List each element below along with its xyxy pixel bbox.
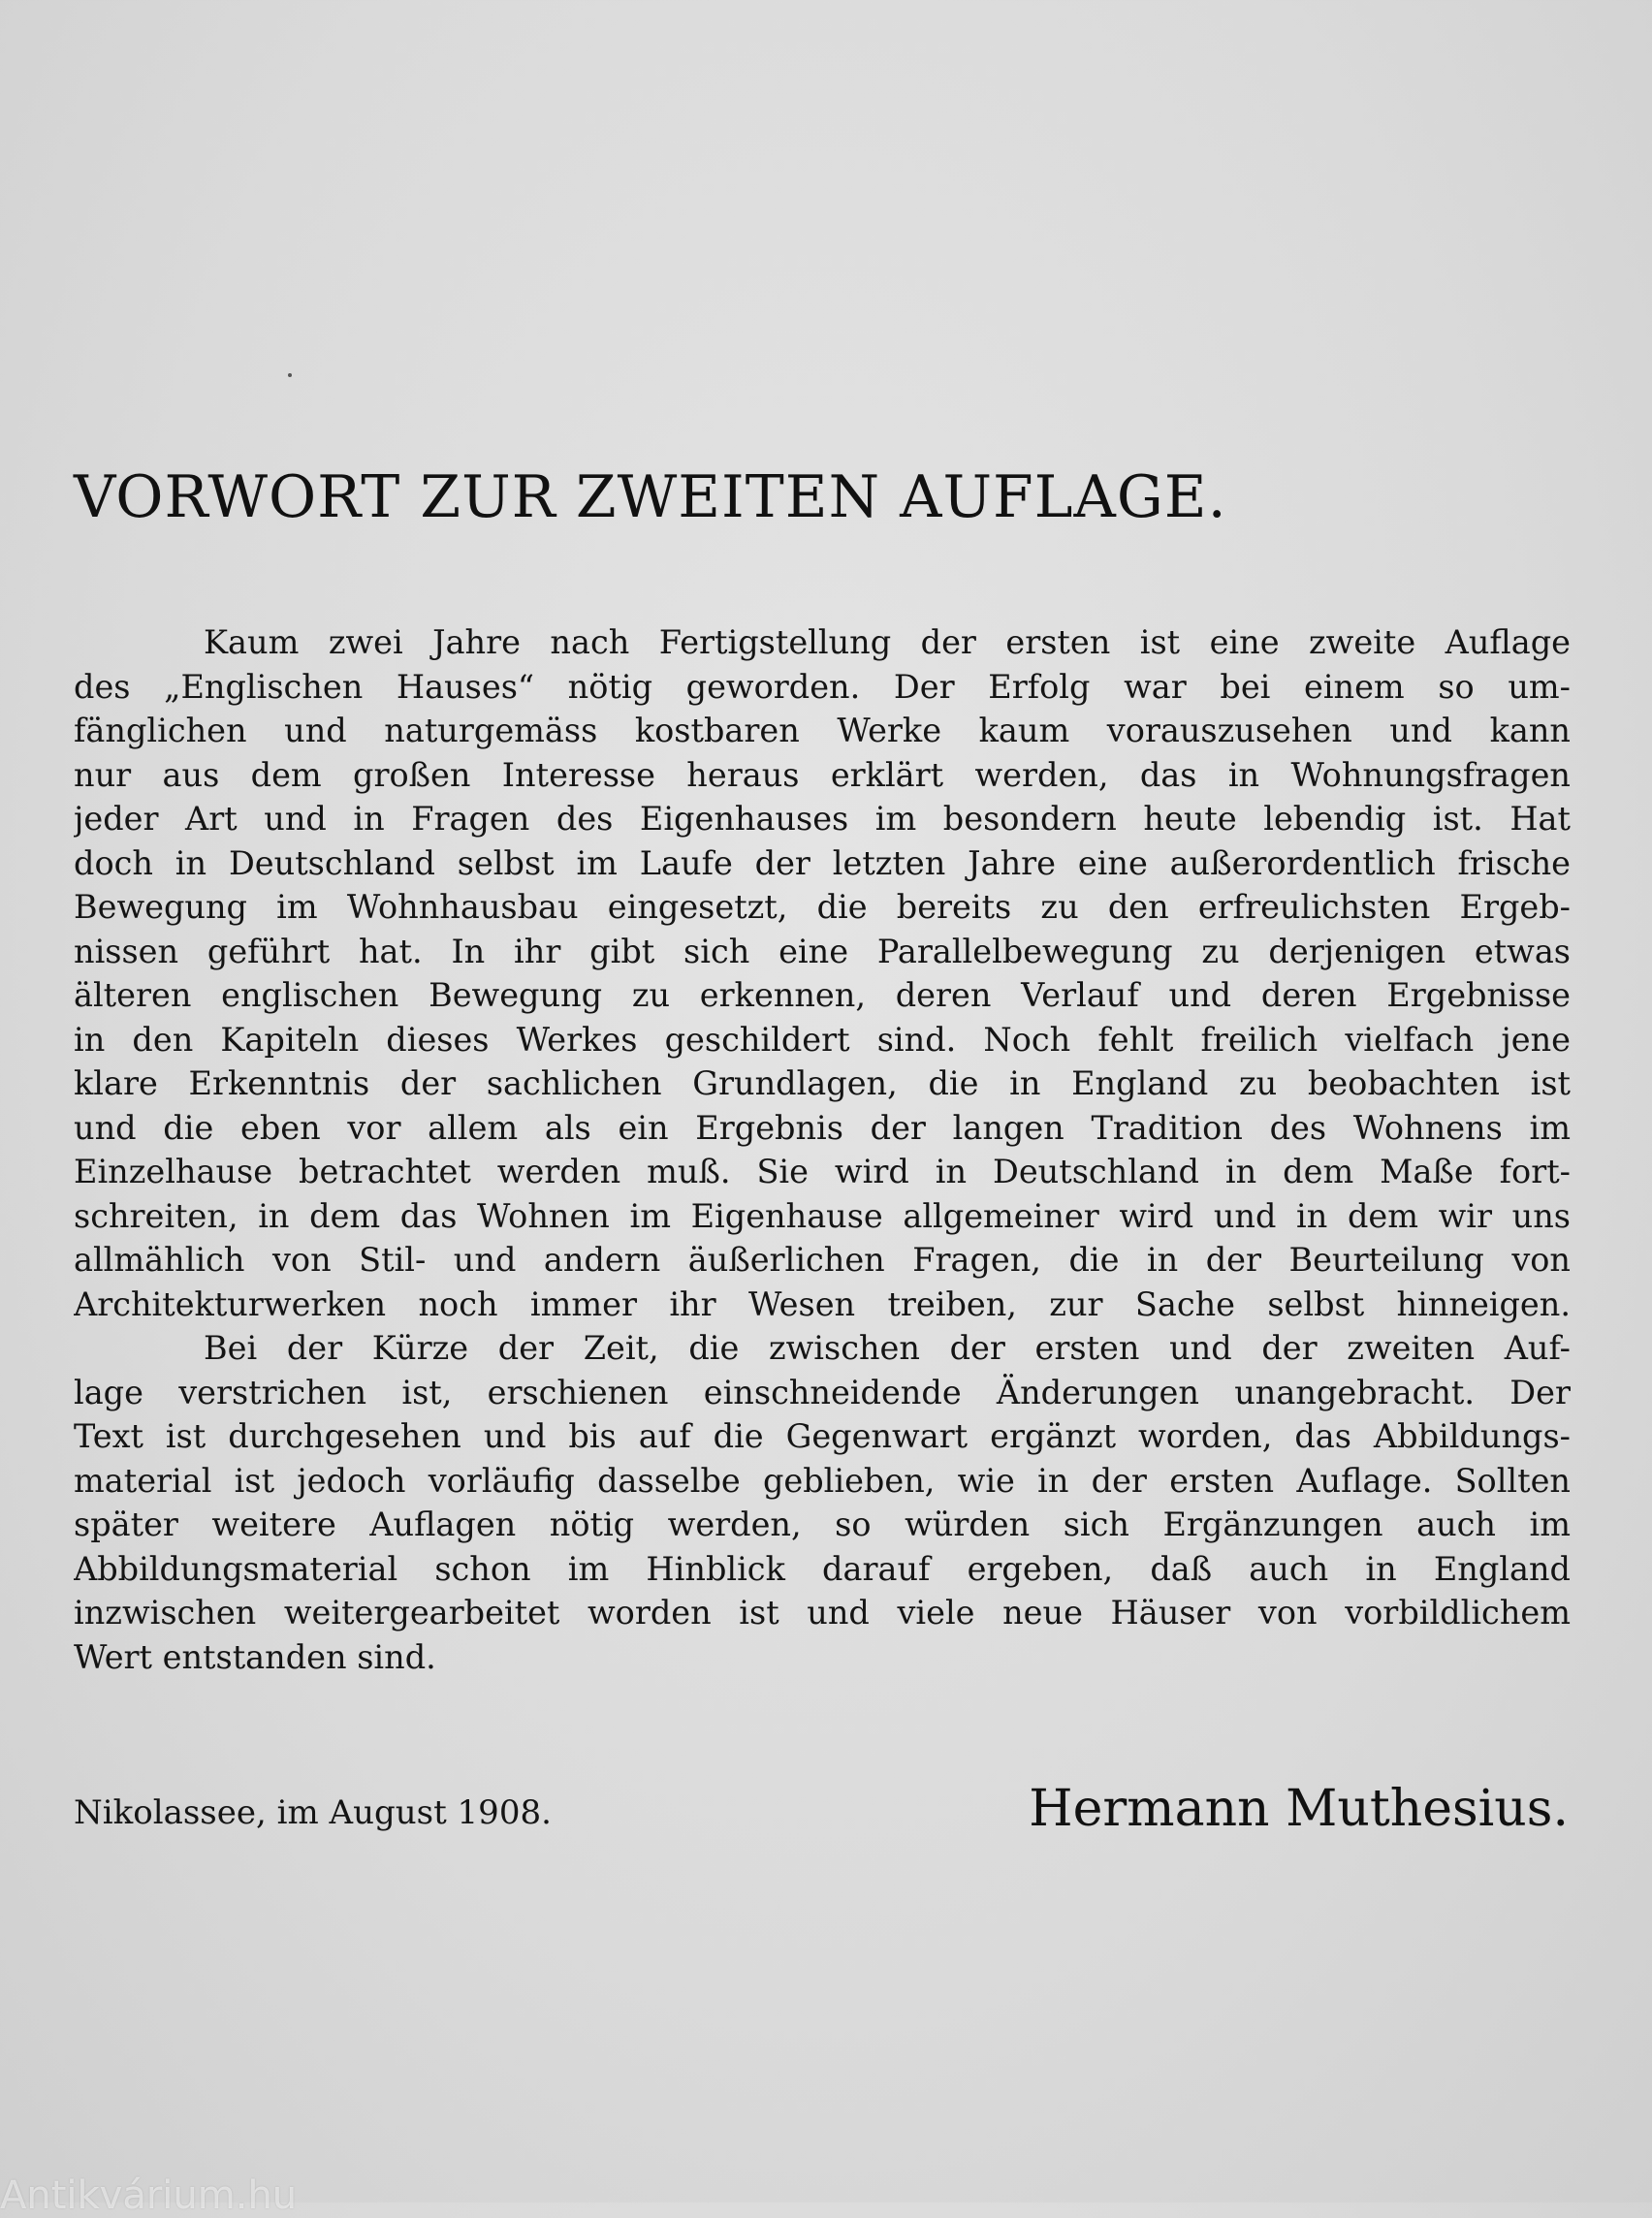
page-title: VORWORT ZUR ZWEITEN AUFLAGE. bbox=[74, 463, 1227, 531]
author-signature: Hermann Muthesius. bbox=[1029, 1780, 1569, 1838]
text-line: Bewegung im Wohnhausbau eingesetzt, die bereits zu den erfreulichsten Ergeb- bbox=[74, 888, 1571, 926]
text-line: Wert entstanden sind. bbox=[74, 1637, 436, 1676]
text-line: in den Kapiteln dieses Werkes geschildert sind. Noch fehlt freilich vielfach jene bbox=[74, 1020, 1571, 1059]
text-line: älteren englischen Bewegung zu erkennen, deren Verlauf und deren Ergebnisse bbox=[74, 976, 1571, 1014]
text-line: lage verstrichen ist, erschienen einschneidende Änderungen unangebracht. Der bbox=[74, 1373, 1571, 1411]
text-line: Einzelhause betrachtet werden muß. Sie wird in Deutschland in dem Maße fort- bbox=[74, 1153, 1571, 1190]
preface-body bbox=[74, 620, 1571, 1679]
watermark: Antikvárium.hu bbox=[0, 2173, 298, 2218]
text-line: material ist jedoch vorläufig dasselbe geblieben, wie in der ersten Auflage. Sollten bbox=[74, 1461, 1571, 1500]
text-line: Bei der Kürze der Zeit, die zwischen der ersten und der zweiten Auf- bbox=[204, 1329, 1571, 1367]
text-line: inzwischen weitergearbeitet worden ist und viele neue Häuser von vorbildlichem bbox=[74, 1594, 1571, 1632]
text-line: Architekturwerken noch immer ihr Wesen treiben, zur Sache selbst hinneigen. bbox=[74, 1284, 1571, 1323]
text-line: doch in Deutschland selbst im Laufe der letzten Jahre eine außerordentlich frische bbox=[74, 843, 1571, 882]
text-line: später weitere Auflagen nötig werden, so würden sich Ergänzungen auch im bbox=[74, 1505, 1571, 1543]
text-line: fänglichen und naturgemäss kostbaren Werke kaum vorauszusehen und kann bbox=[74, 712, 1571, 749]
text-line: Kaum zwei Jahre nach Fertigstellung der ersten ist eine zweite Auflage bbox=[204, 623, 1571, 661]
text-line: nur aus dem großen Interesse heraus erklärt werden, das in Wohnungsfragen bbox=[74, 755, 1571, 794]
text-line: Abbildungsmaterial schon im Hinblick darauf ergeben, daß auch in England bbox=[74, 1549, 1571, 1588]
place-date: Nikolassee, im August 1908. bbox=[74, 1793, 552, 1832]
paper-speck bbox=[288, 373, 292, 377]
text-line: des „Englischen Hauses“ nötig geworden. Der Erfolg war bei einem so um- bbox=[74, 667, 1571, 706]
text-line: jeder Art und in Fragen des Eigenhauses im besondern heute lebendig ist. Hat bbox=[74, 800, 1571, 838]
text-line: Text ist durchgesehen und bis auf die Gegenwart ergänzt worden, das Abbildungs- bbox=[74, 1417, 1571, 1455]
text-line: nissen geführt hat. In ihr gibt sich eine Parallelbewegung zu derjenigen etwas bbox=[74, 932, 1571, 970]
text-line: allmählich von Stil- und andern äußerlichen Fragen, die in der Beurteilung von bbox=[74, 1241, 1571, 1279]
text-line: schreiten, in dem das Wohnen im Eigenhause allgemeiner wird und in dem wir uns bbox=[74, 1196, 1571, 1235]
text-line: klare Erkenntnis der sachlichen Grundlagen, die in England zu beobachten ist bbox=[74, 1064, 1571, 1102]
text-line: und die eben vor allem als ein Ergebnis der langen Tradition des Wohnens im bbox=[74, 1108, 1571, 1147]
